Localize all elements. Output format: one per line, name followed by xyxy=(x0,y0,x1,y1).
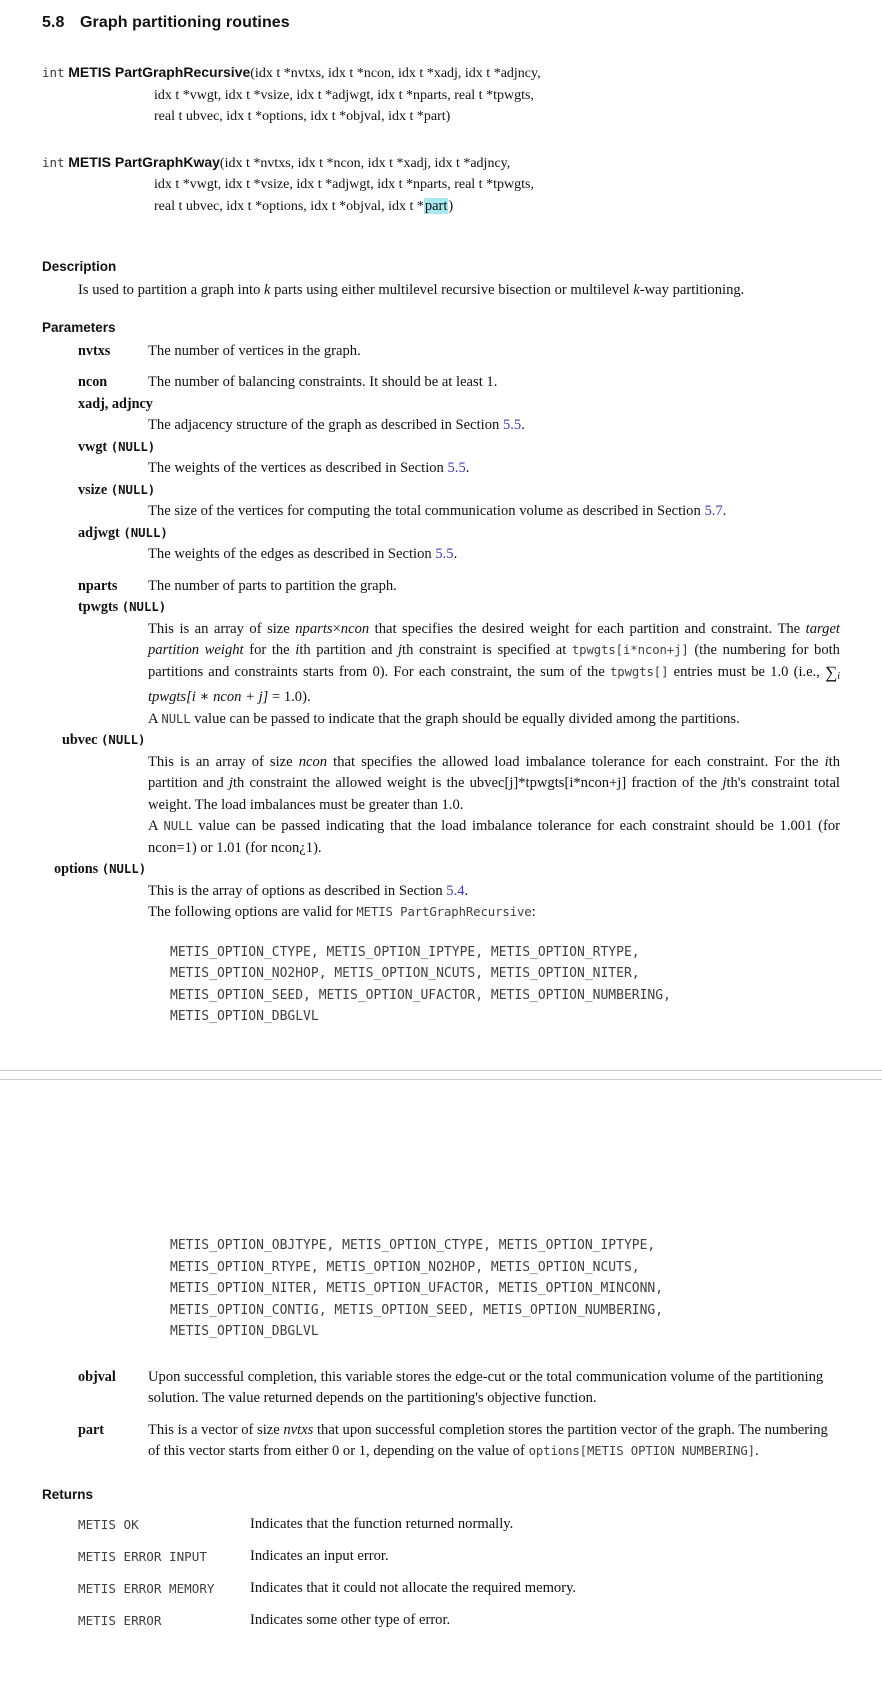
param-desc xyxy=(148,1420,840,1463)
param-desc-ubvec-p2 xyxy=(0,816,882,859)
prototype-line xyxy=(42,196,882,218)
text: . xyxy=(521,417,525,433)
text: j xyxy=(722,775,727,791)
text: This is an array of size xyxy=(148,620,296,637)
text: . xyxy=(722,503,727,519)
return-row xyxy=(0,1547,882,1566)
return-row xyxy=(0,1579,882,1598)
math-sum-subscript: i xyxy=(837,670,840,682)
options-line: METIS_OPTION_CONTIG, METIS_OPTION_SEED, METIS_OPTION_NUMBERING, xyxy=(170,1302,664,1318)
options-list-recursive xyxy=(0,942,882,1028)
prototype-line xyxy=(42,62,882,85)
text: The size of the vertices for computing the total communication volume as described in Section xyxy=(148,503,705,519)
param-name: vsize xyxy=(78,481,108,498)
param-name: nvtxs xyxy=(78,342,111,359)
heading-parameters: Parameters xyxy=(42,319,116,335)
param-desc-tpwgts-p1 xyxy=(0,619,882,709)
param-name-vwgt xyxy=(0,437,882,459)
param-name: nparts xyxy=(78,577,118,594)
text: value can be passed indicating that the load imbalance tolerance for each constraint should be 1.001 (for ncon=1) or 1.01 (for ncon¿1). xyxy=(148,818,840,856)
param-desc-options-p2 xyxy=(0,902,882,924)
param-name: vwgt xyxy=(78,438,108,455)
param-objval xyxy=(0,1367,882,1410)
options-line: METIS_OPTION_RTYPE, METIS_OPTION_NO2HOP, METIS_OPTION_NCUTS, xyxy=(170,1259,640,1275)
section-link-5-5[interactable]: 5.5 xyxy=(447,460,466,476)
page-separator xyxy=(0,1065,882,1085)
param-name-vsize xyxy=(0,480,882,502)
return-desc: Indicates an input error. xyxy=(250,1547,389,1564)
return-code: METIS ERROR MEMORY xyxy=(78,1580,215,1596)
return-type: int xyxy=(42,65,65,80)
return-code: METIS ERROR xyxy=(78,1612,162,1628)
return-desc: Indicates some other type of error. xyxy=(250,1611,451,1628)
description-text-1: Is used to partition a graph into xyxy=(78,282,265,298)
code-null: NULL xyxy=(161,711,191,726)
return-desc: Indicates that the function returned normally. xyxy=(250,1515,514,1532)
section-title: Graph partitioning routines xyxy=(80,14,290,31)
prototype-line xyxy=(42,174,882,196)
math-sum-symbol: ∑ xyxy=(825,662,838,682)
function-name: METIS PartGraphKway xyxy=(68,153,220,170)
prototype-partgraphkway xyxy=(0,152,882,218)
text: that specifies the allowed load imbalance tolerance for each constraint. For the xyxy=(327,753,825,770)
text: The weights of the edges as described in Section xyxy=(148,546,436,562)
section-number: 5.8 xyxy=(42,14,65,31)
param-name-tpwgts xyxy=(0,597,882,619)
text: A xyxy=(148,710,162,727)
description-k: k xyxy=(264,282,271,298)
page-title xyxy=(0,0,882,32)
heading-returns: Returns xyxy=(42,1486,94,1502)
options-line: METIS_OPTION_NITER, METIS_OPTION_UFACTOR, METIS_OPTION_MINCONN, xyxy=(170,1281,664,1296)
param-name: tpwgts xyxy=(78,599,119,615)
code-metis-partgraphrecursive: METIS PartGraphRecursive xyxy=(356,905,532,919)
description-text-2: parts using either multilevel recursive bisection or multilevel xyxy=(270,282,634,298)
text: th constraint the allowed weight is the ubvec[j]*tpwgts[i*ncon+j] fraction of the xyxy=(233,775,723,791)
text: . xyxy=(453,546,458,562)
return-code: METIS OK xyxy=(78,1516,139,1532)
description-k2: k xyxy=(633,282,640,298)
prototype-line xyxy=(42,152,882,175)
code-tpwgts-array: tpwgts[] xyxy=(609,664,669,679)
heading-description: Description xyxy=(42,259,117,274)
prototype-line xyxy=(42,85,882,107)
text: The weights of the vertices as described in Section xyxy=(148,460,448,476)
param-part xyxy=(0,1420,882,1463)
param-default-null: (NULL) xyxy=(121,600,167,614)
text: The adjacency structure of the graph as described in Section xyxy=(148,417,503,433)
options-line: METIS_OPTION_DBGLVL xyxy=(170,1324,319,1339)
code-null: NULL xyxy=(163,819,193,833)
code-tpwgts-index: tpwgts[i*ncon+j] xyxy=(571,643,689,657)
pdf-page-27 xyxy=(0,1085,882,1700)
text: th constraint is specified at xyxy=(402,642,572,658)
return-row xyxy=(0,1515,882,1534)
param-desc-vwgt xyxy=(0,458,882,480)
prototype-args-line-1: (idx t *nvtxs, idx t *ncon, idx t *xadj, idx t *adjncy, xyxy=(219,155,511,171)
param-name: options xyxy=(54,861,99,877)
text: : xyxy=(531,904,536,920)
text: (the numbering for both partitions and constraints starts from 0). For each constraint, the sum of the xyxy=(148,642,840,680)
text: × xyxy=(332,620,341,637)
param-nparts xyxy=(0,576,882,598)
prototype-line xyxy=(42,106,882,128)
section-link-5-4[interactable]: 5.4 xyxy=(446,882,465,899)
selected-text-highlight[interactable]: part xyxy=(424,197,448,214)
param-name: objval xyxy=(78,1368,116,1385)
param-desc-tpwgts-p2 xyxy=(0,709,882,731)
text: that upon successful completion stores the partition vector of the graph. The numbering of this vector starts from either 0 or 1, depending on the value of xyxy=(148,1421,828,1459)
text: j xyxy=(397,642,403,658)
param-default-null: (NULL) xyxy=(110,482,156,497)
text: i xyxy=(295,642,300,658)
page-separator-rule-top xyxy=(0,1070,882,1071)
param-nvtxs xyxy=(0,341,882,363)
code-options-numbering: options[METIS OPTION NUMBERING] xyxy=(528,1444,755,1458)
text: This is a vector of size xyxy=(148,1421,284,1438)
options-line: METIS_OPTION_DBGLVL xyxy=(170,1009,319,1024)
param-name-adjwgt xyxy=(0,523,882,545)
text: A xyxy=(148,818,164,834)
text: th partition and xyxy=(148,753,840,791)
options-list-kway xyxy=(0,1235,882,1343)
math-expression: tpwgts[i ∗ ncon + j] xyxy=(148,689,269,705)
text: ncon xyxy=(340,620,370,637)
param-default-null: (NULL) xyxy=(110,439,156,454)
return-code: METIS ERROR INPUT xyxy=(78,1548,207,1564)
param-desc-xadj-adjncy xyxy=(0,415,882,437)
text: th partition and xyxy=(299,642,398,658)
text: This is the array of options as described in Section xyxy=(148,882,447,899)
text: nparts xyxy=(295,620,333,637)
section-link-5-5[interactable]: 5.5 xyxy=(435,546,454,562)
prototype-args-line-3: real t ubvec, idx t *options, idx t *objval, idx t *part) xyxy=(154,109,451,124)
text: target partition weight xyxy=(148,620,840,658)
section-link-5-5[interactable]: 5.5 xyxy=(502,417,522,433)
param-ncon xyxy=(0,372,882,394)
text: that specifies the desired weight for each partition and constraint. The xyxy=(369,620,806,637)
param-default-null: (NULL) xyxy=(123,525,168,540)
text: for the xyxy=(243,642,296,658)
param-desc: Upon successful completion, this variable stores the edge-cut or the total communication volume of the partitioning solution. The value returned depends on the partitioning's objective function. xyxy=(148,1368,824,1406)
param-name-xadj-adjncy: xadj, adjncy xyxy=(78,395,153,412)
text: th's constraint total weight. The load imbalances must be greater than 1.0. xyxy=(148,775,840,813)
prototype-args-line-1: (idx t *nvtxs, idx t *ncon, idx t *xadj, idx t *adjncy, xyxy=(250,66,541,81)
param-desc: The number of balancing constraints. It should be at least 1. xyxy=(148,374,498,390)
param-desc: The number of vertices in the graph. xyxy=(148,342,361,359)
prototype-args-line-2: idx t *vwgt, idx t *vsize, idx t *adjwgt, idx t *nparts, real t *tpwgts, xyxy=(154,87,534,103)
options-line: METIS_OPTION_SEED, METIS_OPTION_UFACTOR, METIS_OPTION_NUMBERING, xyxy=(170,987,671,1003)
param-name: part xyxy=(78,1421,105,1438)
section-link-5-7[interactable]: 5.7 xyxy=(704,503,723,519)
param-name: adjwgt xyxy=(78,524,120,541)
text: ncon xyxy=(298,753,328,770)
text: . xyxy=(465,460,470,476)
param-default-null: (NULL) xyxy=(101,862,147,876)
return-type: int xyxy=(42,154,65,170)
param-desc-adjwgt xyxy=(0,544,882,566)
prototype-args-line-3-suffix: ) xyxy=(448,197,454,214)
param-desc-ubvec-p1 xyxy=(0,752,882,817)
param-name-options xyxy=(0,859,882,881)
function-name: METIS PartGraphRecursive xyxy=(68,64,251,80)
prototype-partgraphrecursive xyxy=(0,62,882,128)
param-desc-vsize xyxy=(0,501,882,523)
text: The following options are valid for xyxy=(148,904,357,920)
text: entries must be 1.0 (i.e., xyxy=(668,663,826,680)
description-paragraph xyxy=(0,280,882,302)
param-name: ncon xyxy=(78,374,108,390)
prototype-args-line-2: idx t *vwgt, idx t *vsize, idx t *adjwgt, idx t *nparts, real t *tpwgts, xyxy=(154,177,534,192)
text: j xyxy=(228,775,233,791)
text: value can be passed to indicate that the graph should be equally divided among the partitions. xyxy=(190,710,740,727)
param-default-null: (NULL) xyxy=(101,733,146,747)
page-separator-rule-bottom xyxy=(0,1079,882,1080)
param-desc: The number of parts to partition the graph. xyxy=(148,577,397,594)
param-name-ubvec xyxy=(0,730,882,752)
param-name: ubvec xyxy=(62,732,98,748)
text: nvtxs xyxy=(283,1421,314,1438)
text: i xyxy=(824,753,829,770)
param-desc-options-p1 xyxy=(0,881,882,903)
text: = 1.0). xyxy=(268,689,311,705)
text: . xyxy=(464,882,469,899)
options-line: METIS_OPTION_NO2HOP, METIS_OPTION_NCUTS, METIS_OPTION_NITER, xyxy=(170,966,640,981)
return-desc: Indicates that it could not allocate the required memory. xyxy=(250,1579,577,1596)
options-line: METIS_OPTION_OBJTYPE, METIS_OPTION_CTYPE, METIS_OPTION_IPTYPE, xyxy=(170,1238,656,1253)
text: This is an array of size xyxy=(148,753,299,770)
text: . xyxy=(754,1443,759,1459)
return-row xyxy=(0,1611,882,1630)
description-text-3: -way partitioning. xyxy=(639,282,745,298)
prototype-args-line-3-prefix: real t ubvec, idx t *options, idx t *objval, idx t * xyxy=(154,198,424,214)
options-line: METIS_OPTION_CTYPE, METIS_OPTION_IPTYPE, METIS_OPTION_RTYPE, xyxy=(170,944,640,960)
